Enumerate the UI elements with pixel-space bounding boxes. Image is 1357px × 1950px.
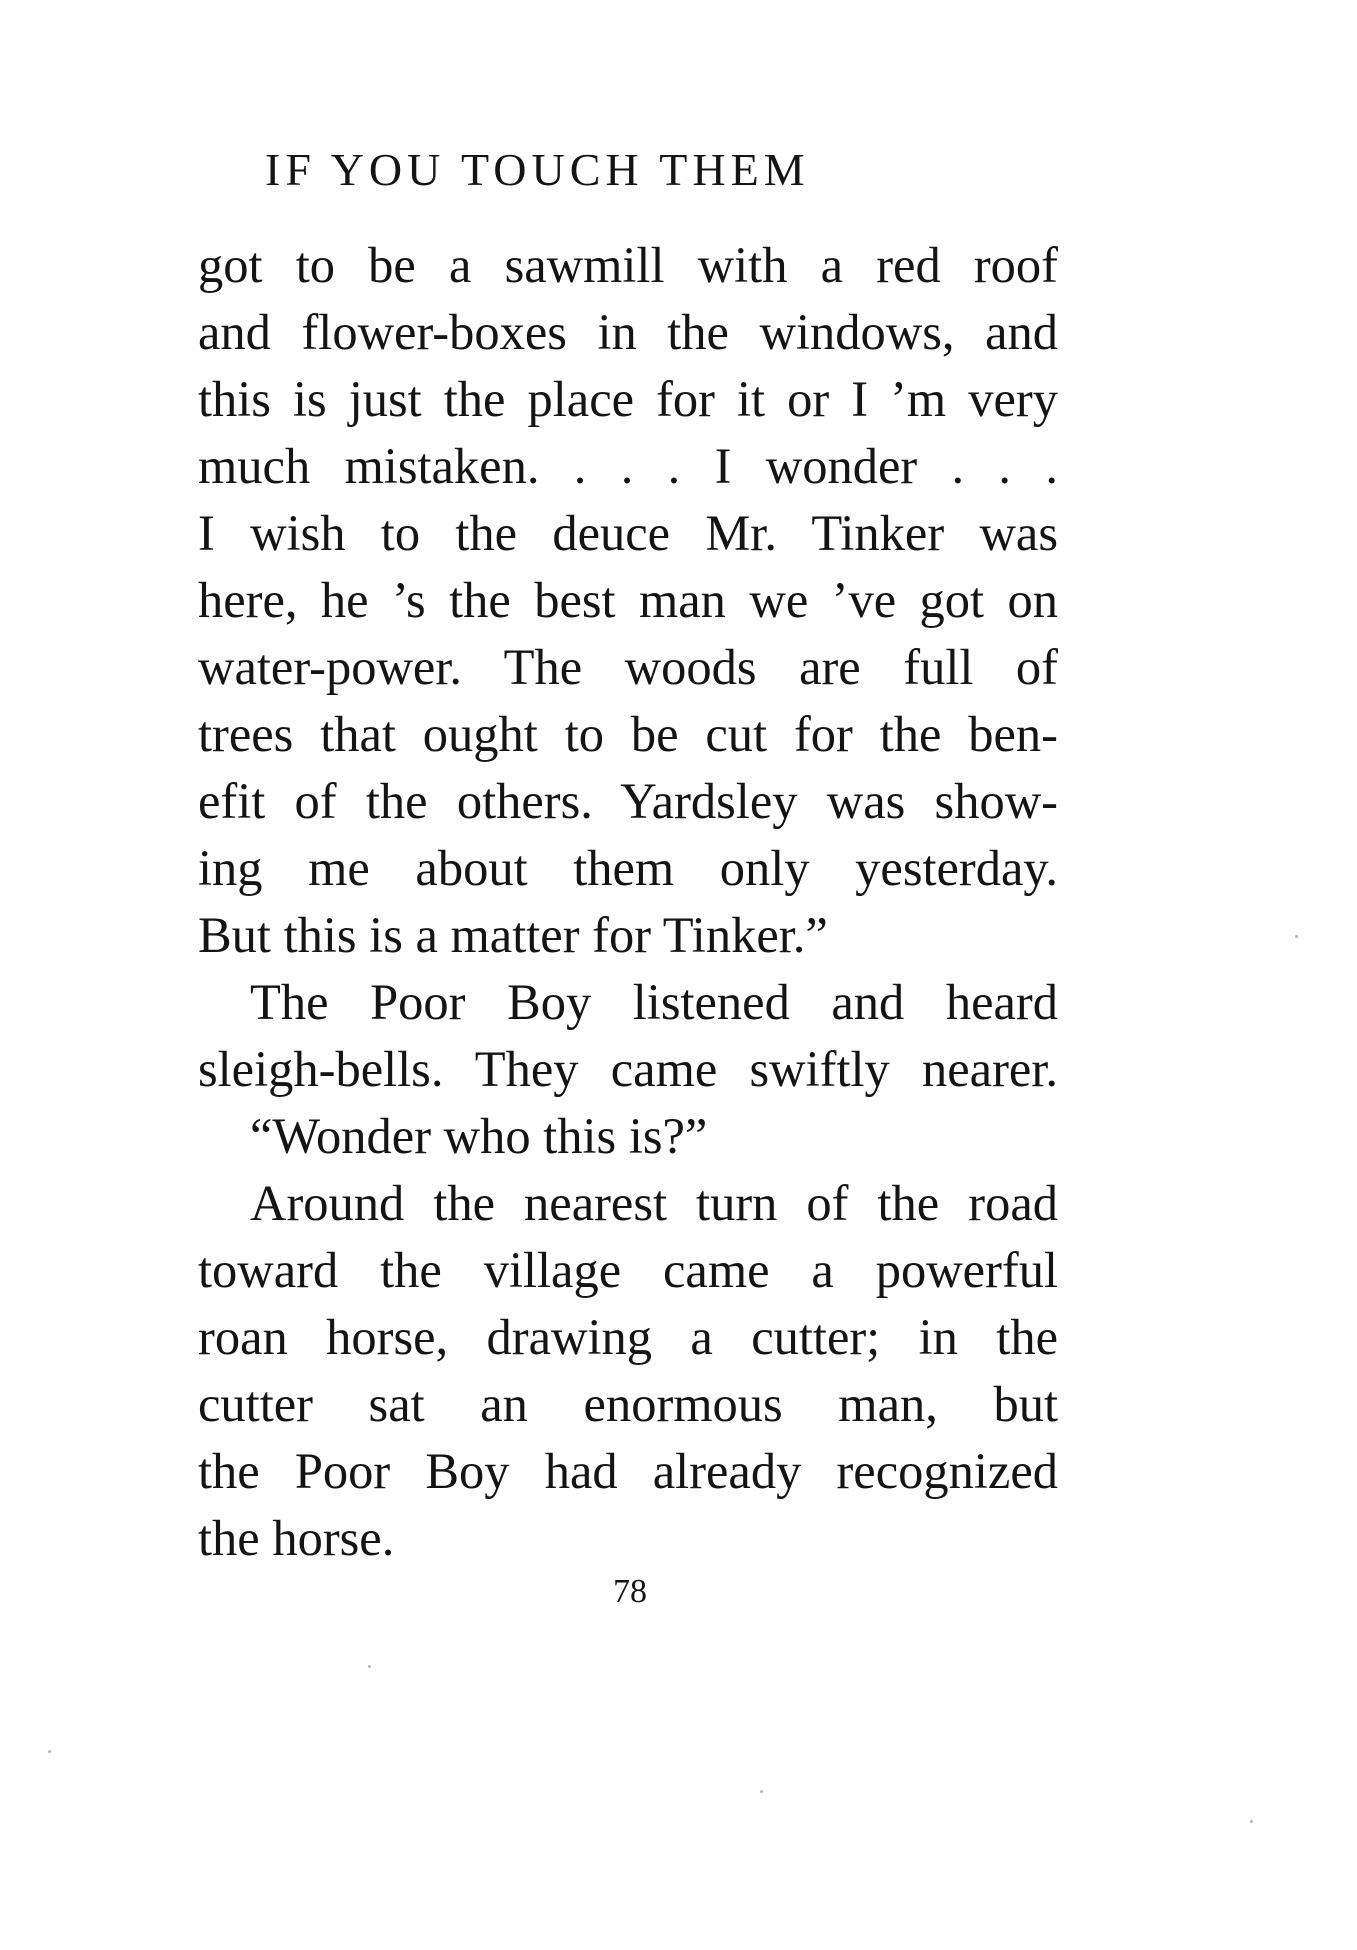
text-line: roan horse, drawing a cutter; in the	[198, 1309, 1058, 1365]
text-line: here, he ’s the best man we ’ve got on	[198, 572, 1058, 628]
text-line: much mistaken. . . . I wonder . . .	[198, 438, 1058, 494]
text-line: But this is a matter for Tinker.”	[198, 907, 828, 963]
paper-speck	[760, 1790, 763, 1793]
paper-speck	[1295, 935, 1298, 938]
text-line: water-power. The woods are full of	[198, 639, 1058, 695]
text-line: the Poor Boy had already recognized	[198, 1443, 1058, 1499]
text-line: this is just the place for it or I ’m very	[198, 371, 1058, 427]
text-line: ing me about them only yesterday.	[198, 840, 1058, 896]
text-line: efit of the others. Yardsley was show-	[198, 773, 1058, 829]
text-line: toward the village came a powerful	[198, 1242, 1058, 1298]
text-line: and flower-boxes in the windows, and	[198, 304, 1058, 360]
paper-speck	[48, 1750, 51, 1753]
paper-speck	[1250, 1820, 1253, 1823]
text-line: I wish to the deuce Mr. Tinker was	[198, 505, 1058, 561]
text-line: trees that ought to be cut for the ben-	[198, 706, 1058, 762]
paragraph-first-line: Around the nearest turn of the road	[250, 1175, 1058, 1231]
text-line: the horse.	[198, 1510, 395, 1566]
text-line: got to be a sawmill with a red roof	[198, 237, 1058, 293]
page-number: 78	[613, 1573, 647, 1610]
paragraph-first-line: “Wonder who this is?”	[250, 1108, 708, 1164]
body-text	[198, 232, 1058, 1572]
text-line: cutter sat an enormous man, but	[198, 1376, 1058, 1432]
running-head: IF YOU TOUCH THEM	[265, 144, 810, 195]
paragraph-first-line: The Poor Boy listened and heard	[250, 974, 1058, 1030]
paper-speck	[368, 1665, 371, 1668]
text-line: sleigh-bells. They came swiftly nearer.	[198, 1041, 1058, 1097]
